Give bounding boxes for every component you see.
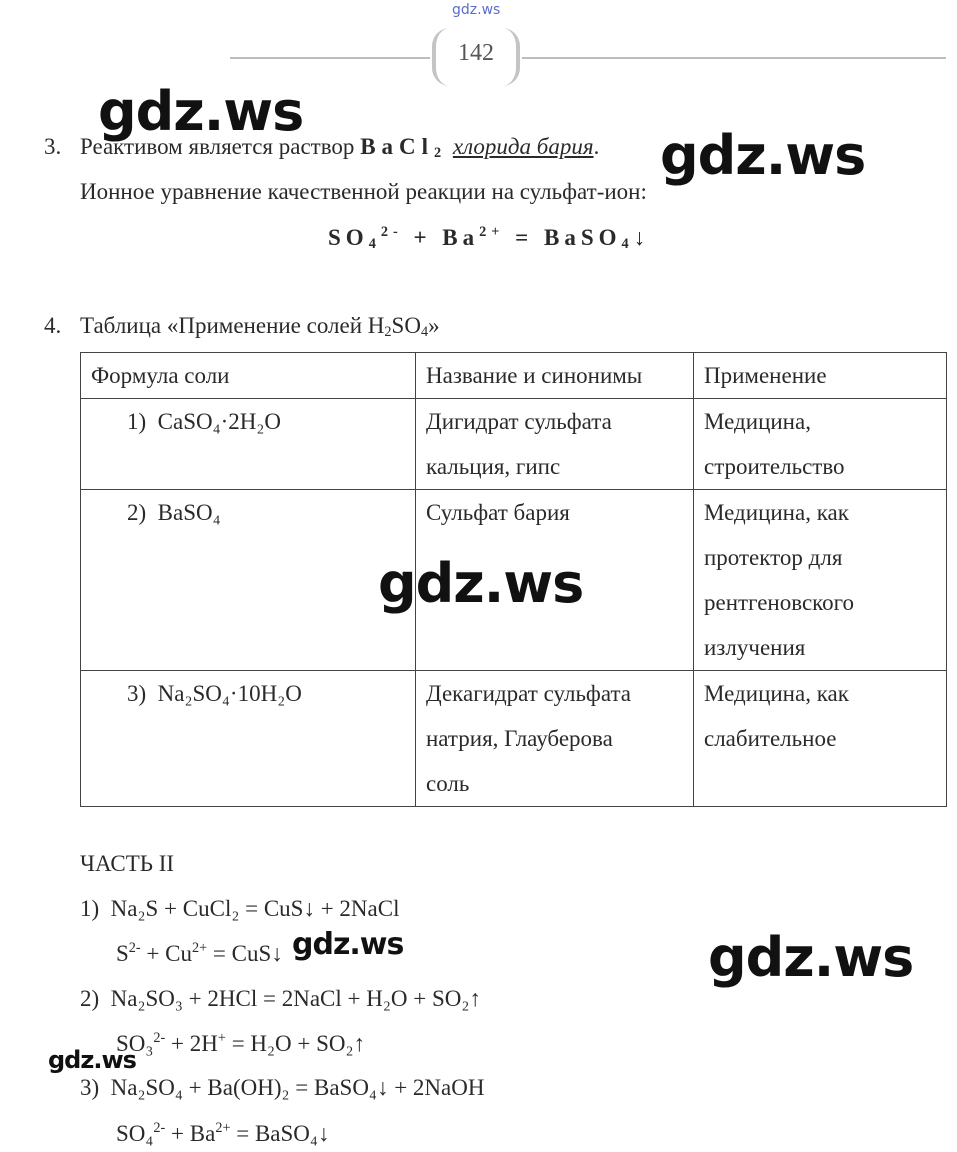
cell-name: Сульфат бария (416, 490, 694, 671)
cell-name: Декагидрат сульфата натрия, Глауберова соль (416, 671, 694, 807)
part2-title: ЧАСТЬ II (80, 851, 175, 876)
header-formula: Формула соли (81, 353, 416, 399)
watermark: gdz.ws (98, 80, 304, 143)
reaction-2-ionic: SO₃$^{2-}$ + 2H+ = H₂O + SO₂↑ (116, 1030, 366, 1056)
watermark: gdz.ws (378, 552, 584, 615)
header-rule-left (230, 57, 430, 59)
header-name: Название и синонимы (416, 353, 694, 399)
header-rule-right (522, 57, 946, 59)
reagent-formula: BaCl$_2$ (360, 134, 448, 161)
reaction-1-molecular: 1) Na₂S + CuCl₂ = CuS↓ + 2NaCl (80, 896, 400, 921)
cell-use: Медицина, как слабительное (694, 671, 947, 807)
item3-number: 3. (44, 134, 62, 159)
top-watermark: gdz.ws (452, 2, 501, 18)
item3-line1: Реактивом является раствор BaCl$_2$ хлорида бария. (80, 134, 600, 161)
table-caption: Таблица «Применение солей $H_2SO_4$» (80, 313, 440, 340)
reagent-name: хлорида бария (452, 134, 594, 159)
cell-formula: 1) CaSO₄·2H₂O (81, 399, 416, 490)
cell-formula: 3) Na₂SO₄·10H₂O (81, 671, 416, 807)
item3-text: Реактивом является раствор (80, 134, 355, 159)
cell-use: Медицина, как протектор для рентгеновского излучения (694, 490, 947, 671)
header-use: Применение (694, 353, 947, 399)
page-number: 142 (432, 28, 520, 86)
cell-use: Медицина, строительство (694, 399, 947, 490)
watermark: gdz.ws (660, 124, 866, 187)
table-header-row (81, 353, 947, 399)
watermark: gdz.ws (292, 927, 404, 962)
reaction-3-molecular: 3) Na₂SO₄ + Ba(OH)₂ = BaSO₄↓ + 2NaOH (80, 1075, 485, 1100)
cell-name: Дигидрат сульфата кальция, гипс (416, 399, 694, 490)
watermark: gdz.ws (708, 926, 914, 989)
reaction-3-ionic: $SO_4^{2-} + Ba^{2+}$ = BaSO₄↓ (116, 1120, 330, 1146)
reaction-1-ionic: $S^{2-} + Cu^{2+}$ = CuS↓ (116, 940, 283, 966)
watermark: gdz.ws (48, 1046, 136, 1074)
reaction-2-molecular: 2) Na₂SO₃ + 2HCl = 2NaCl + H₂O + SO₂↑ (80, 986, 481, 1011)
table-row (81, 399, 947, 490)
table-row (81, 671, 947, 807)
item3-line2: Ионное уравнение качественной реакции на сульфат-ион: (80, 179, 647, 204)
cell-formula: 2) BaSO₄ (81, 490, 416, 671)
ionic-equation: $SO_4^{2-} + Ba^{2+}$ = BaSO$_4$↓ (328, 224, 651, 252)
item4-number: 4. (44, 313, 62, 338)
